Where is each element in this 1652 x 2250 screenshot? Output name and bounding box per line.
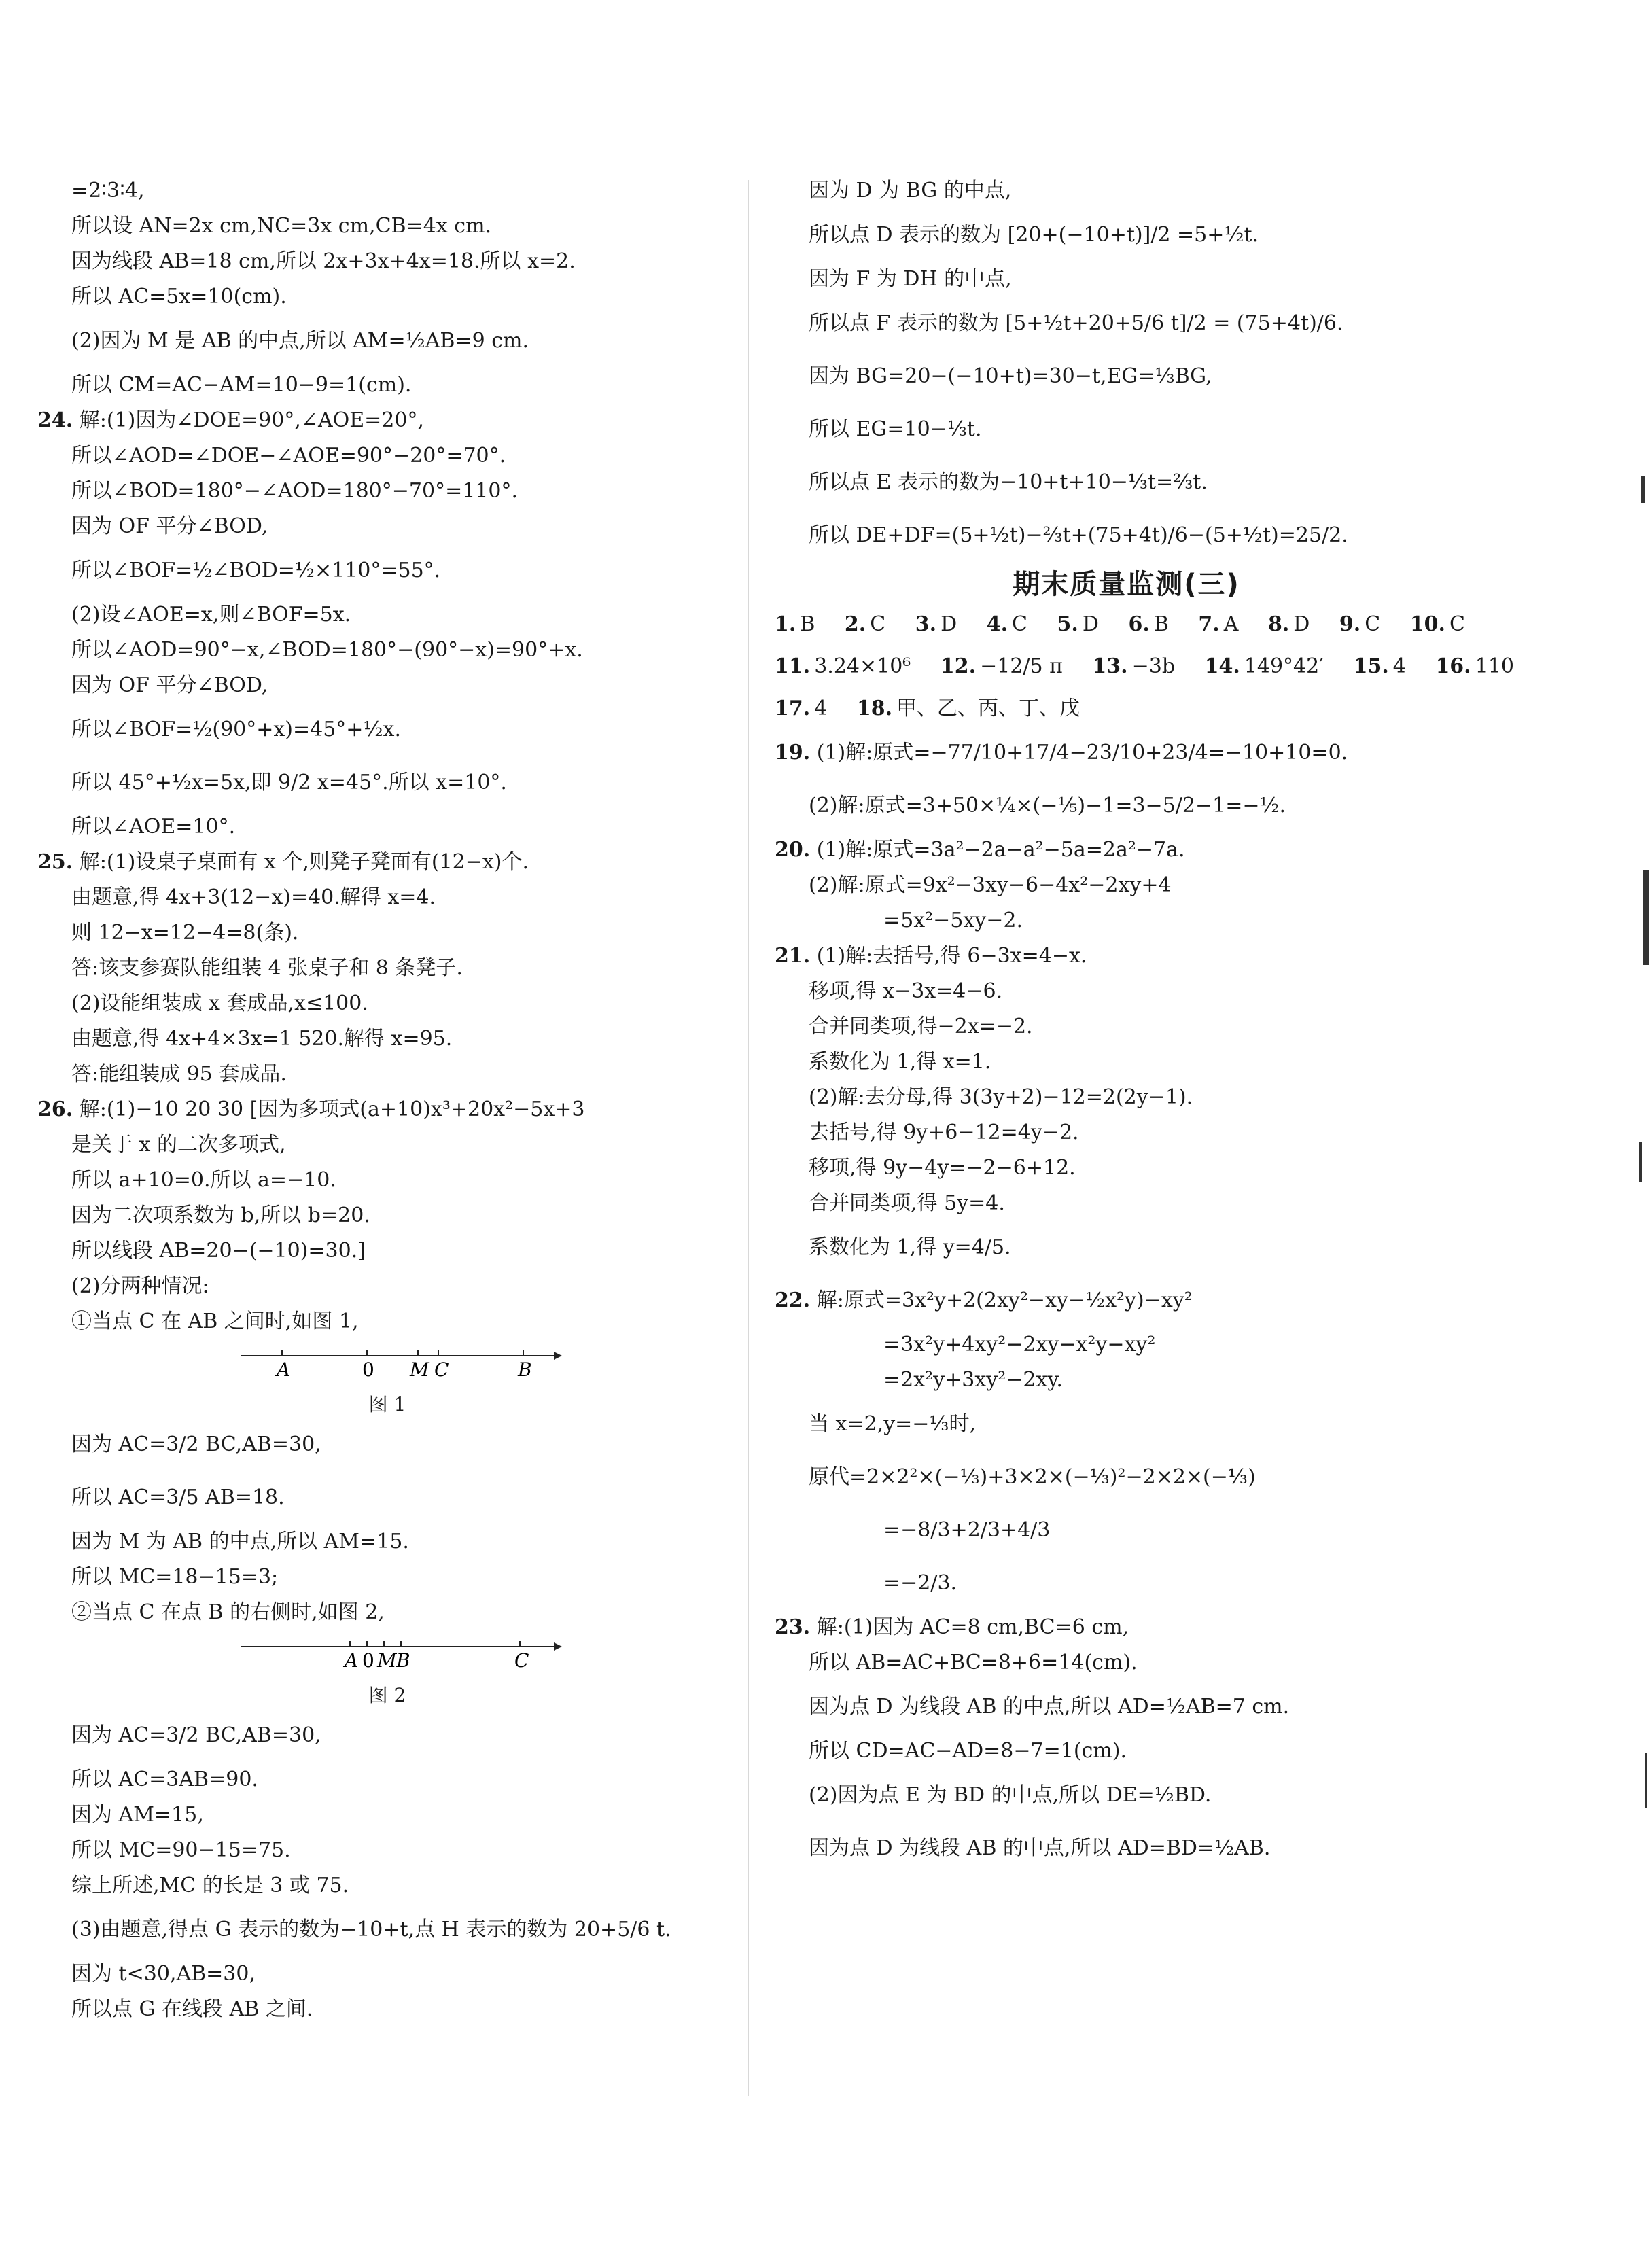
text-line: 答:该支参赛队能组装 4 张桌子和 8 条凳子. — [71, 956, 463, 980]
text-line: 合并同类项,得 5y=4. — [809, 1191, 1005, 1215]
text-line: (3)由题意,得点 G 表示的数为−10+t,点 H 表示的数为 20+5/6 t. — [71, 1918, 671, 1941]
text-line: =2∶3∶4, — [71, 179, 145, 203]
answer-item: 7. A — [1198, 612, 1239, 636]
text-line: 原代=2×2²×(−⅓)+3×2×(−⅓)²−2×2×(−⅓) — [809, 1465, 1256, 1489]
text-line: 合并同类项,得−2x=−2. — [809, 1015, 1033, 1038]
text-line: 所以 AC=3/5 AB=18. — [71, 1486, 285, 1509]
fig1-label-c: C — [434, 1358, 449, 1381]
text-line: 所以∠AOD=90°−x,∠BOD=180°−(90°−x)=90°+x. — [71, 638, 583, 662]
text-line: 所以 MC=18−15=3; — [71, 1565, 279, 1589]
text-line: 所以∠BOD=180°−∠AOD=180°−70°=110°. — [71, 479, 519, 503]
fig1-label-b: B — [518, 1358, 532, 1381]
scan-edge-mark — [1645, 1753, 1647, 1808]
text-line: 系数化为 1,得 y=4/5. — [809, 1235, 1011, 1259]
text-line: 因为 OF 平分∠BOD, — [71, 673, 268, 697]
answer-item: 18. 甲、乙、丙、丁、戊 — [856, 697, 1080, 720]
answer-item: 16. 110 — [1435, 654, 1514, 678]
problem-21-line: 21. (1)解:去括号,得 6−3x=4−x. — [775, 944, 1087, 968]
fig2-label-a: A — [345, 1649, 359, 1672]
text-line: 由题意,得 4x+3(12−x)=40.解得 x=4. — [71, 885, 436, 909]
text-line: 因为 AM=15, — [71, 1803, 204, 1827]
figure-1-caption: 图 1 — [368, 1393, 406, 1416]
text-line: 所以 AC=5x=10(cm). — [71, 285, 287, 309]
text-line: 所以 AB=AC+BC=8+6=14(cm). — [809, 1651, 1138, 1674]
answer-item: 9. C — [1339, 612, 1381, 636]
text-line: 因为 F 为 DH 的中点, — [809, 267, 1012, 291]
number-line-figure-2 — [37, 1633, 737, 1681]
answer-item: 15. 4 — [1353, 654, 1406, 678]
section-title: 期末质量监测(三) — [1013, 569, 1240, 600]
answers-row-3 — [775, 691, 1478, 726]
text-line: 去括号,得 9y+6−12=4y−2. — [809, 1121, 1079, 1144]
text-line: 所以 45°+½x=5x,即 9/2 x=45°.所以 x=10°. — [71, 771, 507, 794]
column-divider — [748, 180, 749, 2096]
problem-20-line: 20. (1)解:原式=3a²−2a−a²−5a=2a²−7a. — [775, 838, 1185, 862]
text-line: (2)设∠AOE=x,则∠BOF=5x. — [71, 603, 351, 627]
fig2-label-m: M — [377, 1649, 397, 1672]
text-line: 所以点 F 表示的数为 [5+½t+20+5/6 t]/2 = (75+4t)/6. — [809, 311, 1343, 335]
answer-item: 4. C — [986, 612, 1027, 636]
problem-26-line: 26. 解:(1)−10 20 30 [因为多项式(a+10)x³+20x²−5x+3 — [37, 1097, 585, 1121]
text-line: (2)解:原式=3+50×¼×(−⅕)−1=3−5/2−1=−½. — [809, 794, 1286, 818]
text-line: 所以 DE+DF=(5+½t)−⅔t+(75+4t)/6−(5+½t)=25/2. — [809, 523, 1348, 547]
figure-2-caption: 图 2 — [368, 1684, 406, 1706]
text-line: 则 12−x=12−4=8(条). — [71, 921, 299, 945]
answers-row-2 — [775, 642, 1514, 691]
text-line: =−2/3. — [883, 1571, 957, 1595]
text-line: 因为线段 AB=18 cm,所以 2x+3x+4x=18.所以 x=2. — [71, 249, 576, 273]
answer-item: 3. D — [915, 612, 957, 636]
text-line: 因为 AC=3/2 BC,AB=30, — [71, 1723, 321, 1747]
text-line: (2)设能组装成 x 套成品,x≤100. — [71, 991, 368, 1015]
text-line: =3x²y+4xy²−2xy−x²y−xy² — [883, 1333, 1156, 1356]
text-line: 由题意,得 4x+4×3x=1 520.解得 x=95. — [71, 1027, 453, 1051]
text-line: =5x²−5xy−2. — [883, 909, 1023, 932]
text-line: 所以 MC=90−15=75. — [71, 1838, 291, 1862]
text-line: ①当点 C 在 AB 之间时,如图 1, — [71, 1309, 359, 1333]
text-line: 所以 CM=AC−AM=10−9=1(cm). — [71, 373, 412, 397]
problem-22-line: 22. 解:原式=3x²y+2(2xy²−xy−½x²y)−xy² — [775, 1288, 1193, 1312]
text-line: 因为 D 为 BG 的中点, — [809, 179, 1012, 203]
text-line: 所以 EG=10−⅓t. — [809, 417, 982, 441]
text-line: 因为点 D 为线段 AB 的中点,所以 AD=½AB=7 cm. — [809, 1695, 1290, 1719]
answer-item: 1. B — [775, 612, 815, 636]
text-line: 答:能组装成 95 套成品. — [71, 1062, 287, 1086]
text-line: 所以点 G 在线段 AB 之间. — [71, 1997, 313, 2021]
text-line: (2)解:去分母,得 3(3y+2)−12=2(2y−1). — [809, 1085, 1193, 1109]
answer-item: 11. 3.24×10⁶ — [775, 654, 911, 678]
text-line: 所以 a+10=0.所以 a=−10. — [71, 1168, 336, 1192]
fig2-label-c: C — [514, 1649, 529, 1672]
text-line: 是关于 x 的二次多项式, — [71, 1133, 286, 1157]
scan-edge-mark — [1641, 476, 1645, 503]
text-line: (2)因为 M 是 AB 的中点,所以 AM=½AB=9 cm. — [71, 329, 529, 353]
left-column — [37, 173, 737, 2027]
text-line: 所以 CD=AC−AD=8−7=1(cm). — [809, 1739, 1127, 1763]
text-line: ②当点 C 在点 B 的右侧时,如图 2, — [71, 1600, 385, 1624]
fig2-label-zero: 0 — [362, 1649, 374, 1672]
number-line-figure-1 — [37, 1342, 737, 1390]
problem-19-line: 19. (1)解:原式=−77/10+17/4−23/10+23/4=−10+10=0. — [775, 741, 1348, 764]
scan-edge-mark — [1639, 1142, 1642, 1182]
text-line: 当 x=2,y=−⅓时, — [809, 1412, 977, 1436]
answer-item: 5. D — [1057, 612, 1099, 636]
answer-item: 6. B — [1128, 612, 1169, 636]
text-line: 因为 BG=20−(−10+t)=30−t,EG=⅓BG, — [809, 364, 1212, 388]
text-line: 因为 M 为 AB 的中点,所以 AM=15. — [71, 1530, 409, 1553]
answer-item: 13. −3b — [1092, 654, 1176, 678]
text-line: 所以线段 AB=20−(−10)=30.] — [71, 1239, 366, 1263]
answer-item: 14. 149°42′ — [1204, 654, 1324, 678]
fig1-label-a: A — [277, 1358, 291, 1381]
problem-25-line: 25. 解:(1)设桌子桌面有 x 个,则凳子凳面有(12−x)个. — [37, 850, 529, 874]
text-line: 因为 t<30,AB=30, — [71, 1962, 256, 1986]
text-line: 综上所述,MC 的长是 3 或 75. — [71, 1874, 349, 1897]
fig2-label-b: B — [396, 1649, 410, 1672]
problem-23-line: 23. 解:(1)因为 AC=8 cm,BC=6 cm, — [775, 1615, 1129, 1639]
text-line: 所以∠AOD=∠DOE−∠AOE=90°−20°=70°. — [71, 444, 506, 468]
text-line: =2x²y+3xy²−2xy. — [883, 1368, 1063, 1392]
text-line: 所以∠BOF=½∠BOD=½×110°=55°. — [71, 559, 441, 582]
text-line: 所以点 E 表示的数为−10+t+10−⅓t=⅔t. — [809, 470, 1208, 494]
right-column — [775, 173, 1514, 1875]
scan-edge-mark — [1643, 870, 1649, 965]
text-line: (2)分两种情况: — [71, 1274, 209, 1298]
text-line: 所以设 AN=2x cm,NC=3x cm,CB=4x cm. — [71, 214, 492, 238]
fig1-label-zero: 0 — [362, 1358, 374, 1381]
text-line: (2)解:原式=9x²−3xy−6−4x²−2xy+4 — [809, 873, 1172, 897]
text-line: 因为 OF 平分∠BOD, — [71, 514, 268, 538]
text-line: 因为二次项系数为 b,所以 b=20. — [71, 1203, 370, 1227]
text-line: 移项,得 x−3x=4−6. — [809, 979, 1003, 1003]
text-line: 因为 AC=3/2 BC,AB=30, — [71, 1432, 321, 1456]
problem-24-line: 24. 解:(1)因为∠DOE=90°,∠AOE=20°, — [37, 408, 425, 432]
answers-row-1 — [775, 607, 1478, 642]
answer-item: 8. D — [1267, 612, 1310, 636]
answer-item: 12. −12/5 π — [940, 654, 1063, 678]
text-line: 因为点 D 为线段 AB 的中点,所以 AD=BD=½AB. — [809, 1836, 1271, 1860]
text-line: 移项,得 9y−4y=−2−6+12. — [809, 1156, 1076, 1180]
text-line: 所以 AC=3AB=90. — [71, 1768, 258, 1791]
answer-item: 17. 4 — [775, 697, 828, 720]
text-line: 系数化为 1,得 x=1. — [809, 1050, 991, 1074]
fig1-label-m: M — [410, 1358, 429, 1381]
text-line: 所以点 D 表示的数为 [20+(−10+t)]/2 =5+½t. — [809, 223, 1259, 247]
text-line: 所以∠BOF=½(90°+x)=45°+½x. — [71, 718, 401, 741]
answer-item: 10. C — [1409, 612, 1465, 636]
answer-item: 2. C — [844, 612, 886, 636]
text-line: 所以∠AOE=10°. — [71, 815, 236, 839]
text-line: (2)因为点 E 为 BD 的中点,所以 DE=½BD. — [809, 1783, 1212, 1807]
text-line: =−8/3+2/3+4/3 — [883, 1518, 1051, 1542]
